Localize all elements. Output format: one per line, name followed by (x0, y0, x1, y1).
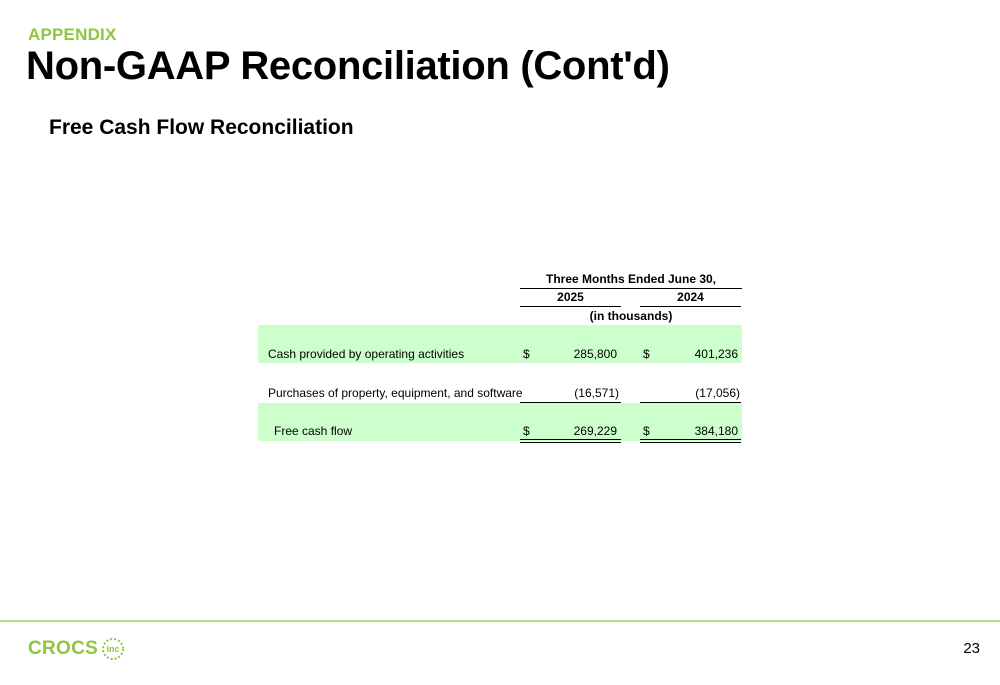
appendix-label: APPENDIX (28, 25, 117, 44)
table-cell-value: 269,229 (573, 424, 617, 438)
total-double-rule-2025 (520, 439, 621, 440)
table-cell-value: (16,571) (574, 386, 619, 400)
table-cell-value: 285,800 (573, 347, 617, 361)
units-label: (in thousands) (589, 309, 673, 323)
currency-symbol: $ (523, 347, 530, 361)
subtotal-rule-2024 (640, 402, 741, 403)
table-cell-value: (17,056) (695, 386, 740, 400)
total-double-rule-2024 (640, 442, 741, 443)
table-row-label: Cash provided by operating activities (268, 347, 465, 361)
subtotal-rule-2025 (520, 402, 621, 403)
logo-inc-badge-icon (100, 636, 126, 662)
page-title: Non-GAAP Reconciliation (Cont'd) (26, 44, 670, 88)
currency-symbol: $ (643, 424, 650, 438)
year-rule-2025 (520, 306, 621, 307)
year-header-2025: 2025 (557, 290, 584, 304)
table-row-label: Purchases of property, equipment, and software (268, 386, 523, 400)
section-subtitle: Free Cash Flow Reconciliation (49, 116, 354, 139)
year-header-2024: 2024 (677, 290, 704, 304)
table-cell-value: 384,180 (694, 424, 738, 438)
total-double-rule-2025 (520, 442, 621, 443)
total-double-rule-2024 (640, 439, 741, 440)
crocs-logo (28, 636, 126, 662)
page-number: 23 (963, 640, 980, 657)
year-rule-2024 (640, 306, 741, 307)
logo-wordmark: CROCS (28, 638, 99, 659)
currency-symbol: $ (523, 424, 530, 438)
footer-divider (0, 620, 1000, 622)
currency-symbol: $ (643, 347, 650, 361)
logo-badge-text: inc (106, 644, 120, 654)
table-row-label: Free cash flow (274, 424, 353, 438)
period-header: Three Months Ended June 30, (545, 272, 717, 286)
table-cell-value: 401,236 (694, 347, 738, 361)
period-header-rule (520, 288, 742, 289)
